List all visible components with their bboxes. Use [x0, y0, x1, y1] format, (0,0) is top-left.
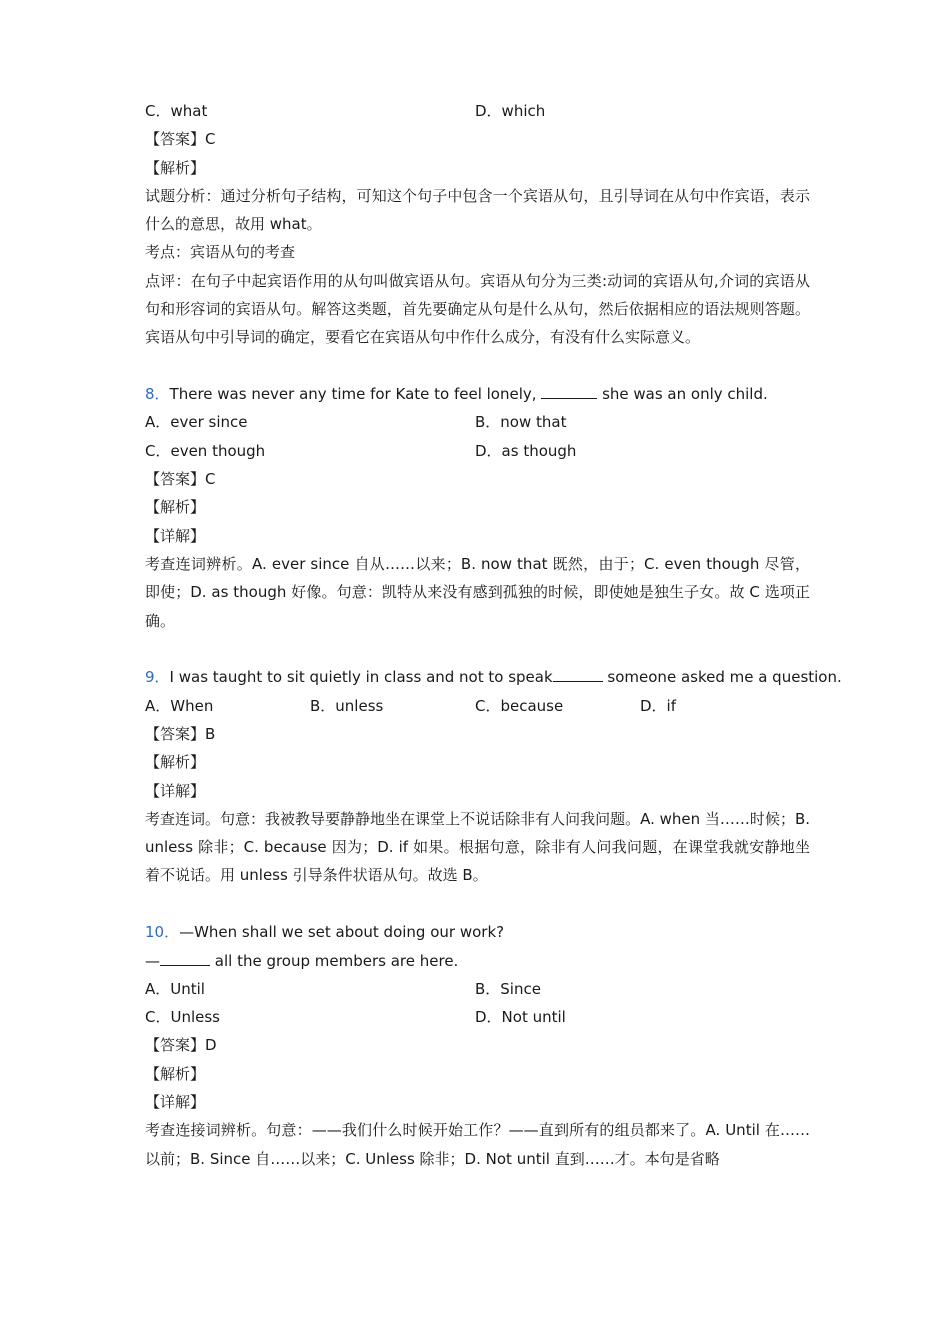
q8-detail-heading: 【详解】 — [145, 526, 206, 545]
q7-point: 考点：宾语从句的考查 — [145, 243, 296, 262]
q9-option-d: D．if — [640, 696, 676, 715]
q9-blank — [553, 663, 603, 682]
q9-stem — [145, 663, 842, 691]
q10-number: 10． — [145, 923, 180, 942]
q10-option-a: A．Until — [145, 979, 205, 998]
q9-detail: 考查连词。句意：我被教导要静静地坐在课堂上不说话除非有人问我问题。A. when 当……时候；B. unless 除非；C. because 因为；D. if 如果。根据句意，除非有人问我问题，在课堂我就安静地坐着不说话。用 unless 引导条件状语从句。故选 B。 — [145, 809, 810, 885]
q9-option-a: A．When — [145, 696, 214, 715]
q10-option-b: B．Since — [475, 979, 541, 998]
q10-option-d: D．Not until — [475, 1008, 566, 1027]
q9-stem-before: I was taught to sit quietly in class and not to speak — [169, 668, 553, 687]
q8-analysis-heading: 【解析】 — [145, 498, 206, 517]
q10-stem-text2: all the group members are here. — [210, 951, 459, 970]
q10-options-row1 — [145, 975, 810, 1003]
q8-detail: 考查连词辨析。A. ever since 自从……以来；B. now that 既然，由于；C. even though 尽管，即使；D. as though 好像。句意：凯特从来没有感到孤独的时候，即使她是独生子女。故 C 选项正确。 — [145, 554, 810, 630]
q8-stem — [145, 380, 810, 408]
q8-option-c: C．even though — [145, 441, 266, 460]
q10-options-row2 — [145, 1003, 810, 1031]
q10-option-c: C．Unless — [145, 1008, 220, 1027]
q7-answer: 【答案】C — [145, 130, 216, 149]
q7-options — [145, 97, 810, 125]
q10-answer: 【答案】D — [145, 1036, 217, 1055]
q8-answer: 【答案】C — [145, 470, 216, 489]
q8-options-row2 — [145, 437, 810, 465]
q9-options — [145, 692, 810, 720]
document-page — [145, 97, 842, 1173]
q7-option-c: C．what — [145, 102, 208, 120]
q8-option-b: B．now that — [475, 413, 567, 432]
q10-stem-line1 — [145, 918, 810, 946]
q7-comment: 点评：在句子中起宾语作用的从句叫做宾语从句。宾语从句分为三类:动词的宾语从句,介词的宾语从句和形容词的宾语从句。解答这类题，首先要确定从句是什么从句，然后依据相应的语法规则答题。宾语从句中引导词的确定，要看它在宾语从句中作什么成分，有没有什么实际意义。 — [145, 271, 810, 347]
q8-blank — [541, 380, 597, 399]
q9-answer: 【答案】B — [145, 724, 216, 743]
q9-option-c: C．because — [475, 696, 564, 715]
q10-detail: 考查连接词辨析。句意：——我们什么时候开始工作？——直到所有的组员都来了。A. Until 在……以前；B. Since 自……以来；C. Unless 除非；D. Not until 直到……才。本句是省略 — [145, 1121, 810, 1168]
q9-option-b: B．unless — [310, 696, 384, 715]
q7-analysis-heading: 【解析】 — [145, 158, 206, 177]
q8-number: 8． — [145, 385, 170, 404]
q9-stem-after: someone asked me a question. — [602, 668, 842, 687]
q10-detail-heading: 【详解】 — [145, 1093, 206, 1111]
q8-option-d: D．as though — [475, 441, 577, 460]
q10-stem-text1: —When shall we set about doing our work? — [179, 923, 505, 942]
q10-analysis-heading: 【解析】 — [145, 1064, 206, 1083]
q8-option-a: A．ever since — [145, 413, 248, 432]
q9-analysis-heading: 【解析】 — [145, 753, 206, 772]
q8-stem-before: There was never any time for Kate to feel lonely, — [169, 385, 542, 404]
q8-options-row1 — [145, 408, 810, 436]
q7-option-d: D．which — [475, 102, 546, 120]
q8-stem-after: she was an only child. — [597, 385, 768, 404]
q9-number: 9． — [145, 668, 170, 687]
q10-stem-line2 — [145, 947, 810, 975]
q10-stem-dash: — — [145, 951, 160, 970]
q9-detail-heading: 【详解】 — [145, 781, 206, 800]
q7-analysis: 试题分析：通过分析句子结构，可知这个句子中包含一个宾语从句，且引导词在从句中作宾语，表示什么的意思，故用 what。 — [145, 186, 810, 234]
q10-blank — [160, 947, 210, 966]
